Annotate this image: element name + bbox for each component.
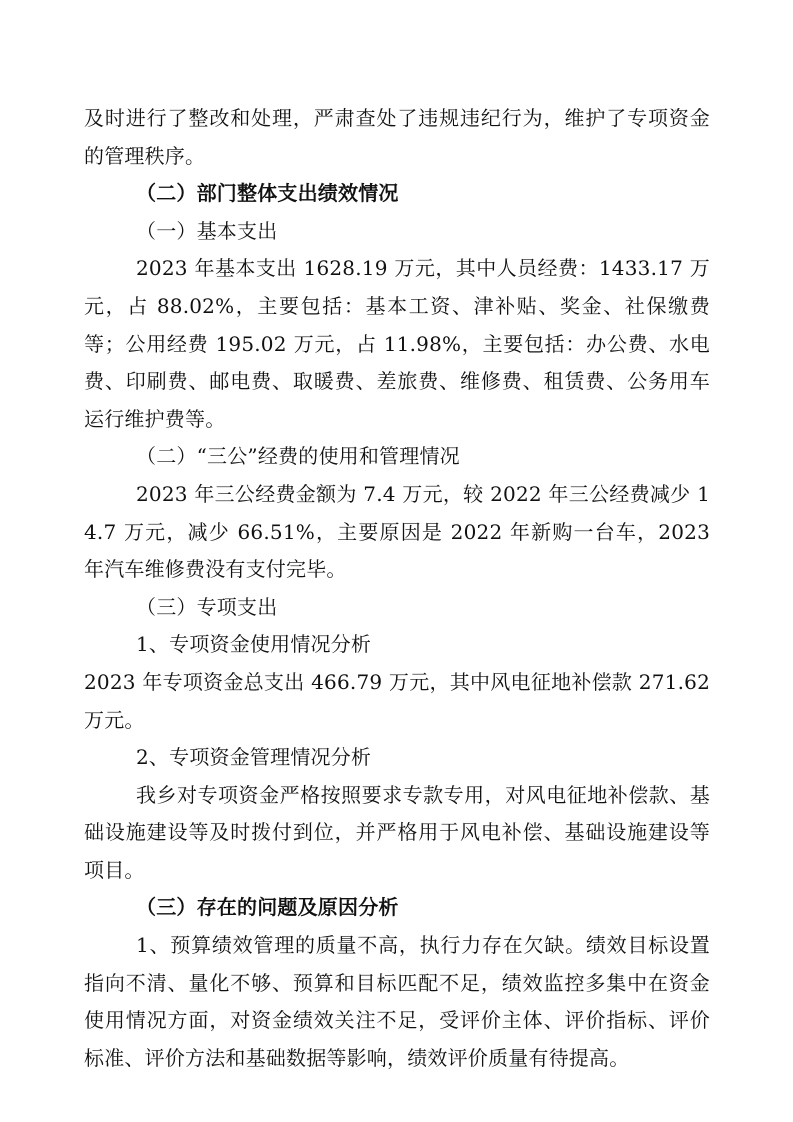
paragraph-basic-expenditure: 2023 年基本支出 1628.19 万元，其中人员经费：1433.17 万元，占 88.02%，主要包括：基本工资、津补贴、奖金、社保缴费等；公用经费 195.02 万元，占 11.98%，主要包括：办公费、水电费、印刷费、邮电费、取暖费、差旅费、维修费、租赁费、公务用车运行维护费等。 — [84, 256, 710, 431]
section-heading-overall-expenditure: （二）部门整体支出绩效情况 — [136, 181, 399, 206]
paragraph-continuation: 及时进行了整改和处理，严肃查处了违规违纪行为，维护了专项资金的管理秩序。 — [84, 106, 710, 168]
subheading-basic-expenditure: （一）基本支出 — [136, 218, 278, 243]
paragraph-special-fund-management: 我乡对专项资金严格按照要求专款专用，对风电征地补偿款、基础设施建设等及时拨付到位，并严格用于风电补偿、基础设施建设等项目。 — [84, 782, 710, 882]
paragraph-three-public-expenses: 2023 年三公经费金额为 7.4 万元，较 2022 年三公经费减少 14.7 万元，减少 66.51%，主要原因是 2022 年新购一台车，2023 年汽车维修费没有支付完毕。 — [84, 481, 710, 582]
subheading-special-fund-management: 2、专项资金管理情况分析 — [136, 745, 372, 770]
paragraph-special-fund-usage: 2023 年专项资金总支出 466.79 万元，其中风电征地补偿款 271.62 万元。 — [84, 669, 710, 732]
document-body — [84, 100, 710, 1077]
paragraph-problems: 1、预算绩效管理的质量不高，执行力存在欠缺。绩效目标设置指向不清、量化不够、预算和目标匹配不足，绩效监控多集中在资金使用情况方面，对资金绩效关注不足，受评价主体、评价指标、评价标准、评价方法和基础数据等影响，绩效评价质量有待提高。 — [84, 933, 710, 1070]
subheading-three-public-expenses: （二）“三公”经费的使用和管理情况 — [136, 444, 460, 469]
section-heading-problems: （三）存在的问题及原因分析 — [136, 895, 399, 920]
subheading-special-expenditure: （三）专项支出 — [136, 594, 278, 619]
subheading-special-fund-usage: 1、专项资金使用情况分析 — [136, 632, 372, 657]
